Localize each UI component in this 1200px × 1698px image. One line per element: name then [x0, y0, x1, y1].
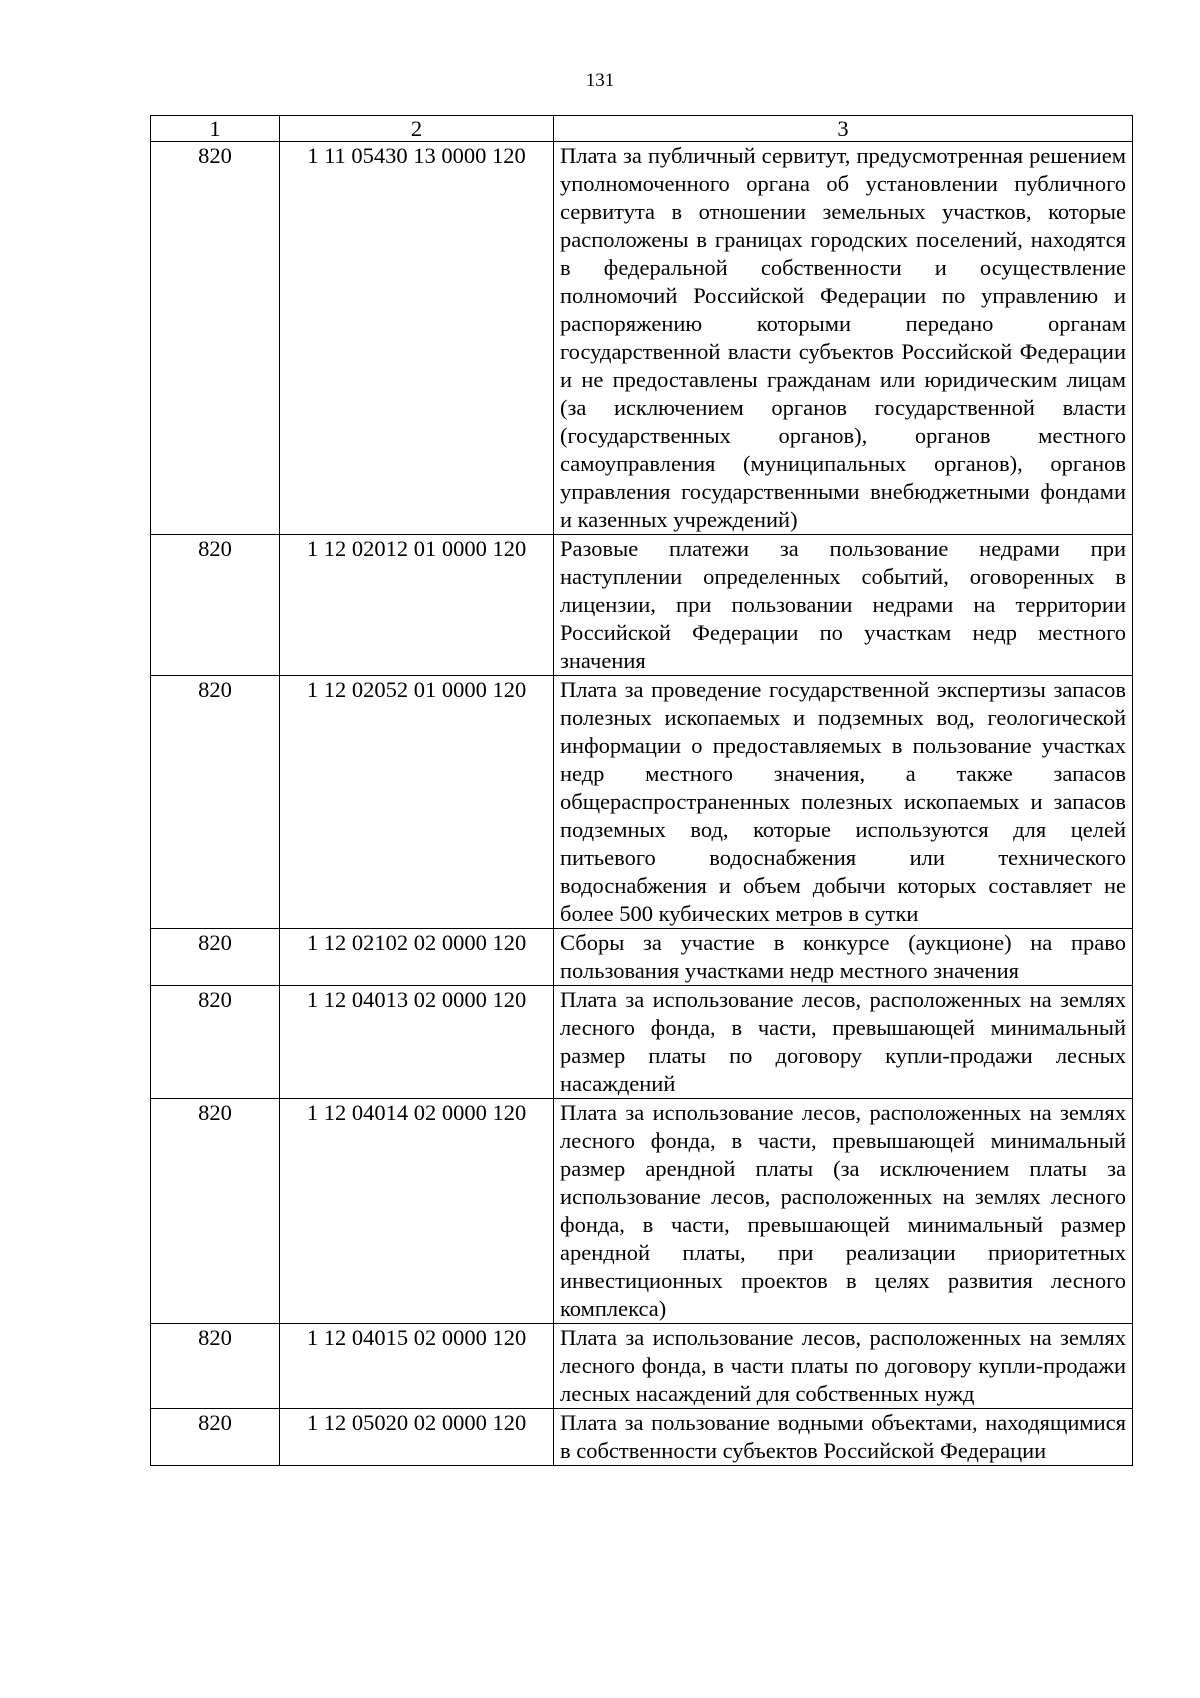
table-row	[151, 142, 1133, 535]
kbk-code-cell: 1 12 04014 02 0000 120	[280, 1099, 554, 1324]
kbk-code-cell: 1 12 02052 01 0000 120	[280, 676, 554, 929]
admin-code-cell: 820	[151, 1409, 280, 1466]
description-cell: Плата за проведение государственной экспертизы запасов полезных ископаемых и подземных вод, геологической информации о предоставляемых в пользование участках недр местного значения, а также запасов общераспространенных полезных ископаемых и запасов подземных вод, которые используются для целей питьевого водоснабжения или технического водоснабжения и объем добычи которых составляет не более 500 кубических метров в сутки	[554, 676, 1133, 929]
admin-code-cell: 820	[151, 535, 280, 676]
description-cell: Плата за использование лесов, расположенных на землях лесного фонда, в части, превышающей минимальный размер платы по договору купли-продажи лесных насаждений	[554, 986, 1133, 1099]
column-header-2: 2	[280, 116, 554, 142]
admin-code-cell: 820	[151, 1324, 280, 1409]
table-row	[151, 535, 1133, 676]
kbk-code-cell: 1 12 04013 02 0000 120	[280, 986, 554, 1099]
table-row	[151, 986, 1133, 1099]
column-header-1: 1	[151, 116, 280, 142]
description-cell: Плата за использование лесов, расположенных на землях лесного фонда, в части, превышающей минимальный размер арендной платы (за исключением платы за использование лесов, расположенных на землях лесного фонда, в части, превышающей минимальный размер арендной платы, при реализации приоритетных инвестиционных проектов в целях развития лесного комплекса)	[554, 1099, 1133, 1324]
description-cell: Сборы за участие в конкурсе (аукционе) на право пользования участками недр местного значения	[554, 929, 1133, 986]
kbk-code-cell: 1 12 04015 02 0000 120	[280, 1324, 554, 1409]
table-row	[151, 676, 1133, 929]
kbk-code-cell: 1 12 02102 02 0000 120	[280, 929, 554, 986]
table-row	[151, 1324, 1133, 1409]
table-row	[151, 929, 1133, 986]
column-header-3: 3	[554, 116, 1133, 142]
admin-code-cell: 820	[151, 929, 280, 986]
admin-code-cell: 820	[151, 142, 280, 535]
table-header-row	[151, 116, 1133, 142]
page-number: 131	[585, 70, 615, 91]
description-cell: Плата за использование лесов, расположенных на землях лесного фонда, в части платы по договору купли-продажи лесных насаждений для собственных нужд	[554, 1324, 1133, 1409]
description-cell: Плата за пользование водными объектами, находящимися в собственности субъектов Российской Федерации	[554, 1409, 1133, 1466]
revenue-codes-table	[150, 115, 1133, 1466]
kbk-code-cell: 1 11 05430 13 0000 120	[280, 142, 554, 535]
kbk-code-cell: 1 12 05020 02 0000 120	[280, 1409, 554, 1466]
admin-code-cell: 820	[151, 986, 280, 1099]
kbk-code-cell: 1 12 02012 01 0000 120	[280, 535, 554, 676]
description-cell: Плата за публичный сервитут, предусмотренная решением уполномоченного органа об установлении публичного сервитута в отношении земельных участков, которые расположены в границах городских поселений, находятся в федеральной собственности и осуществление полномочий Российской Федерации по управлению и распоряжению которыми передано органам государственной власти субъектов Российской Федерации и не предоставлены гражданам или юридическим лицам (за исключением органов государственной власти (государственных органов), органов местного самоуправления (муниципальных органов), органов управления государственными внебюджетными фондами и казенных учреждений)	[554, 142, 1133, 535]
description-cell: Разовые платежи за пользование недрами при наступлении определенных событий, оговоренных в лицензии, при пользовании недрами на территории Российской Федерации по участкам недр местного значения	[554, 535, 1133, 676]
admin-code-cell: 820	[151, 1099, 280, 1324]
table-row	[151, 1099, 1133, 1324]
admin-code-cell: 820	[151, 676, 280, 929]
table-row	[151, 1409, 1133, 1466]
